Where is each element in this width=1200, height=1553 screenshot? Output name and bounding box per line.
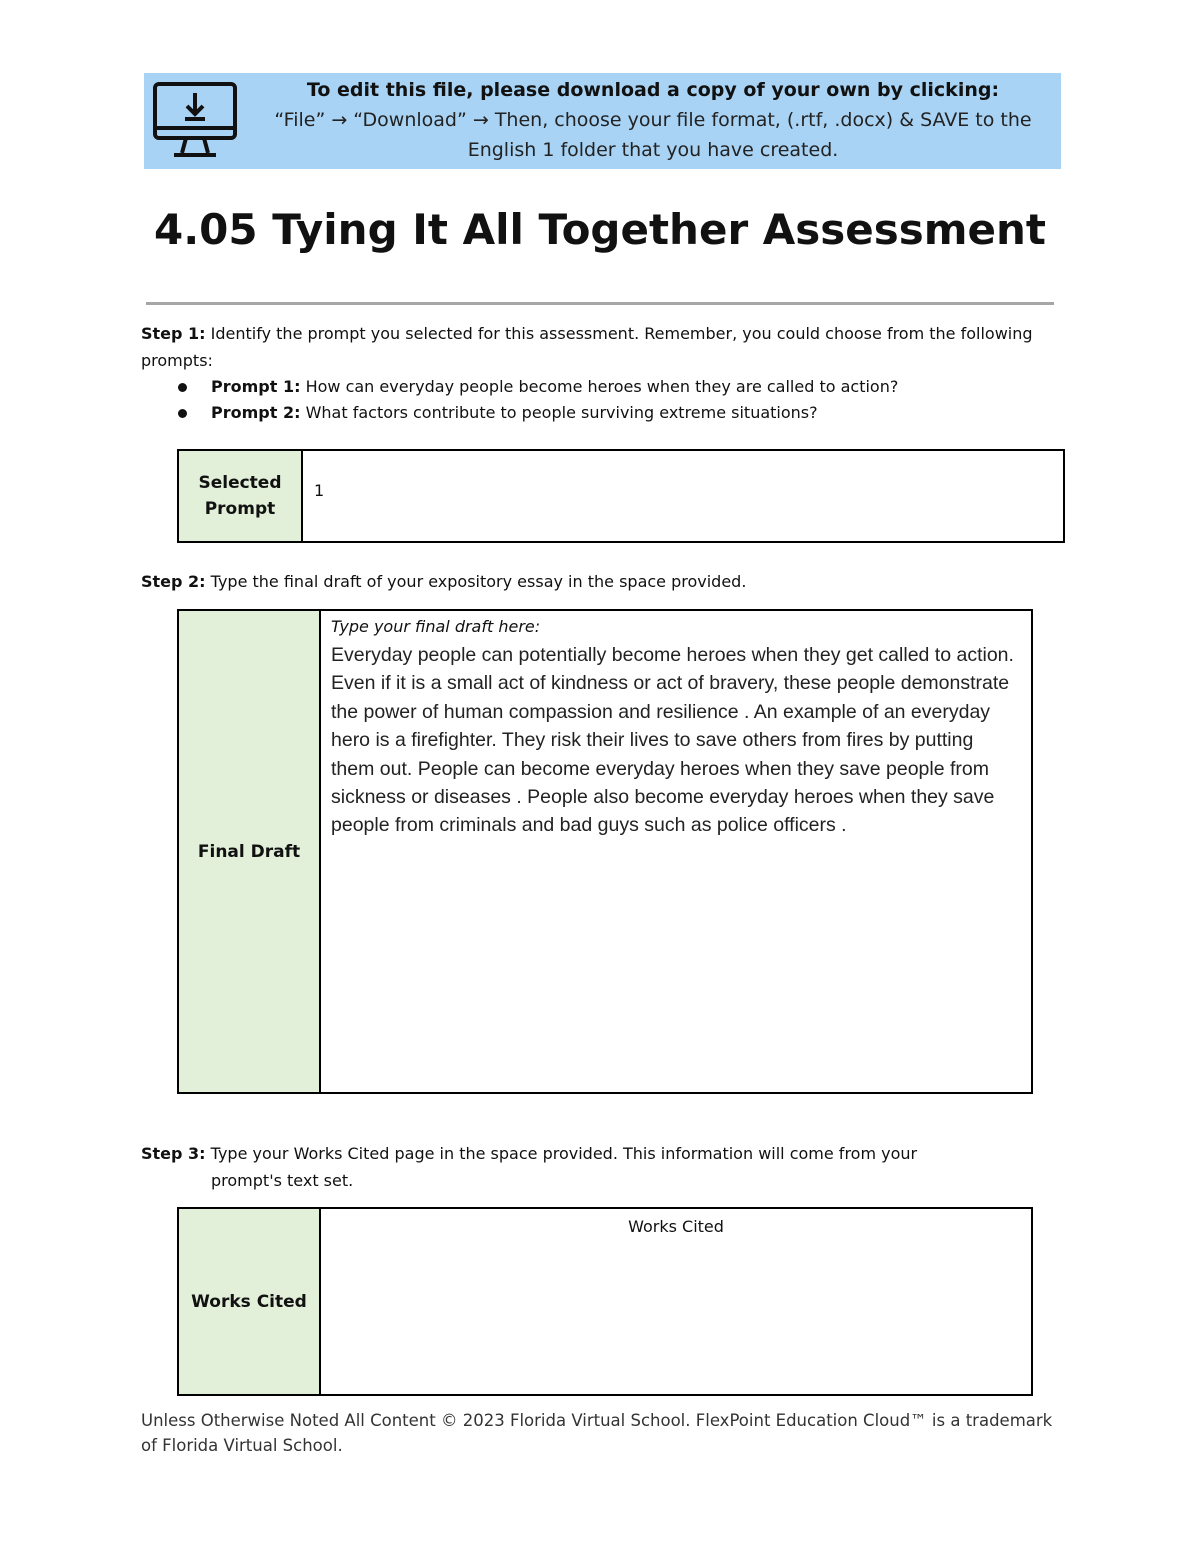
prompt-list	[176, 374, 898, 426]
prompt-2-text: What factors contribute to people surviving extreme situations?	[305, 403, 818, 422]
selected-prompt-label-line2: Prompt	[204, 499, 276, 519]
selected-prompt-label	[179, 451, 303, 541]
page-title: 4.05 Tying It All Together Assessment	[153, 205, 1046, 254]
final-draft-table	[177, 609, 1033, 1094]
step-3-label: Step 3:	[141, 1144, 206, 1163]
prompt-2-label: Prompt 2:	[211, 403, 301, 422]
selected-prompt-table	[177, 449, 1065, 543]
step-2-label: Step 2:	[141, 572, 206, 591]
works-cited-table	[177, 1207, 1033, 1396]
banner-heading: To edit this file, please download a copy of your own by clicking:	[306, 79, 1000, 101]
step-3-text-cont: prompt's text set.	[211, 1171, 354, 1190]
prompt-1-label: Prompt 1:	[211, 377, 301, 396]
works-cited-heading: Works Cited	[628, 1217, 724, 1236]
step-2-text: Type the final draft of your expository essay in the space provided.	[210, 572, 747, 591]
banner-instructions-cont: English 1 folder that you have created.	[467, 139, 839, 161]
selected-prompt-value: 1	[314, 481, 325, 500]
step-3-instructions	[141, 1140, 1041, 1194]
final-draft-label: Final Draft	[179, 611, 321, 1092]
works-cited-label: Works Cited	[179, 1209, 321, 1394]
banner-instructions: “File” → “Download” → Then, choose your file format, (.rtf, .docx) & SAVE to the	[274, 109, 1032, 131]
copyright-footer: Unless Otherwise Noted All Content © 2023 Florida Virtual School. FlexPoint Education Cloud™ is a trademark of Florida Virtual School.	[141, 1411, 1053, 1455]
works-cited-field[interactable]	[321, 1209, 1031, 1394]
step-1-instructions	[141, 320, 1041, 374]
final-draft-field[interactable]	[321, 611, 1031, 1092]
title-divider	[146, 302, 1054, 305]
edit-instructions-banner	[144, 73, 1061, 169]
selected-prompt-field[interactable]	[303, 451, 1063, 541]
step-1-label: Step 1:	[141, 324, 206, 343]
banner-text	[248, 75, 1058, 165]
step-3-text: Type your Works Cited page in the space provided. This information will come from your	[210, 1144, 918, 1163]
prompt-1-text: How can everyday people become heroes when they are called to action?	[305, 377, 899, 396]
final-draft-body: Everyday people can potentially become heroes when they get called to action. Even if it is a small act of kindness or act of bravery, these people demonstrate the power of human compassion and resilience . An example of an everyday hero is a firefighter. They risk their lives to save others from fires by putting them out. People can become everyday heroes when they save people from sickness or diseases . People also become everyday heroes when they save people from criminals and bad guys such as police officers .	[331, 644, 1014, 837]
list-item	[176, 400, 898, 426]
final-draft-hint: Type your final draft here:	[331, 617, 541, 636]
list-item	[176, 374, 898, 400]
step-1-text: Identify the prompt you selected for this assessment. Remember, you could choose from the following prompts:	[141, 324, 1033, 370]
download-monitor-icon	[152, 81, 240, 161]
selected-prompt-label-line1: Selected	[198, 473, 282, 493]
step-2-instructions	[141, 568, 1041, 595]
